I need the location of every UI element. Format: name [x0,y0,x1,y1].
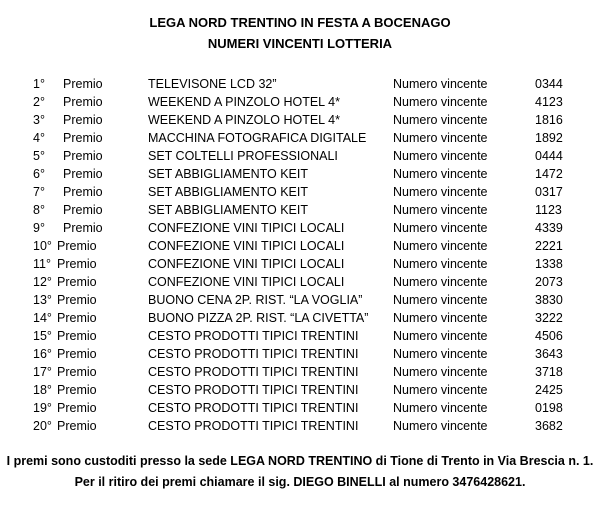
prize-row [0,363,600,381]
winning-number-label: Numero vincente [393,419,488,433]
winning-number-label: Numero vincente [393,347,488,361]
prize-rank: 1° [33,77,45,91]
prize-label: Premio [63,221,103,235]
winning-number-label: Numero vincente [393,113,488,127]
prize-rank: 12° [33,275,52,289]
winning-number-label: Numero vincente [393,401,488,415]
prize-row [0,93,600,111]
prize-name: CESTO PRODOTTI TIPICI TRENTINI [148,329,359,343]
prize-rank: 18° [33,383,52,397]
prize-rank: 4° [33,131,45,145]
winning-number-label: Numero vincente [393,167,488,181]
prize-row [0,291,600,309]
winning-number: 4339 [535,221,563,235]
prize-name: CESTO PRODOTTI TIPICI TRENTINI [148,401,359,415]
prize-rank: 16° [33,347,52,361]
winning-number: 1892 [535,131,563,145]
prize-row [0,237,600,255]
prize-rank: 5° [33,149,45,163]
prize-rank: 11° [33,257,51,271]
prize-name: SET ABBIGLIAMENTO KEIT [148,167,309,181]
prize-row [0,129,600,147]
prize-label: Premio [57,383,97,397]
winning-number-label: Numero vincente [393,203,488,217]
winning-number-label: Numero vincente [393,329,488,343]
prize-rank: 14° [33,311,52,325]
winning-number-label: Numero vincente [393,185,488,199]
prize-rank: 15° [33,329,52,343]
prize-row [0,309,600,327]
prize-row [0,183,600,201]
prize-rank: 2° [33,95,45,109]
prize-row [0,345,600,363]
prize-name: CESTO PRODOTTI TIPICI TRENTINI [148,347,359,361]
winning-number: 3718 [535,365,563,379]
prize-row [0,327,600,345]
prize-row [0,165,600,183]
prize-label: Premio [63,131,103,145]
prize-row [0,75,600,93]
winning-number-label: Numero vincente [393,131,488,145]
prize-label: Premio [63,113,103,127]
winning-number: 0444 [535,149,563,163]
winning-number: 3643 [535,347,563,361]
winning-number: 3830 [535,293,563,307]
prize-name: CESTO PRODOTTI TIPICI TRENTINI [148,383,359,397]
prize-name: SET ABBIGLIAMENTO KEIT [148,203,309,217]
prize-name: CONFEZIONE VINI TIPICI LOCALI [148,221,345,235]
prize-name: SET ABBIGLIAMENTO KEIT [148,185,309,199]
prize-label: Premio [63,95,103,109]
winning-number-label: Numero vincente [393,293,488,307]
winning-number: 1472 [535,167,563,181]
prize-name: CONFEZIONE VINI TIPICI LOCALI [148,257,345,271]
winning-number: 4123 [535,95,563,109]
winning-number: 0198 [535,401,563,415]
prize-row [0,111,600,129]
prize-label: Premio [57,275,97,289]
prize-label: Premio [57,311,97,325]
prize-rank: 6° [33,167,45,181]
prize-label: Premio [57,365,97,379]
prize-row [0,381,600,399]
winning-number-label: Numero vincente [393,383,488,397]
prize-list [0,75,600,435]
winning-number-label: Numero vincente [393,221,488,235]
winning-number: 2221 [535,239,563,253]
prize-label: Premio [63,167,103,181]
prize-rank: 20° [33,419,52,433]
prize-rank: 10° [33,239,52,253]
winning-number: 3682 [535,419,563,433]
prize-label: Premio [57,239,97,253]
winning-number: 3222 [535,311,563,325]
winning-number: 1338 [535,257,563,271]
prize-label: Premio [63,77,103,91]
prize-row [0,399,600,417]
footer-location-note: I premi sono custoditi presso la sede LEGA NORD TRENTINO di Tione di Trento in Via Brescia n. 1. [6,454,594,468]
prize-row [0,201,600,219]
winning-number-label: Numero vincente [393,275,488,289]
prize-name: CONFEZIONE VINI TIPICI LOCALI [148,275,345,289]
prize-rank: 3° [33,113,45,127]
prize-label: Premio [57,293,97,307]
prize-row [0,147,600,165]
winning-number: 4506 [535,329,563,343]
winning-number: 0317 [535,185,563,199]
winning-number: 0344 [535,77,563,91]
winning-number-label: Numero vincente [393,311,488,325]
prize-name: CONFEZIONE VINI TIPICI LOCALI [148,239,345,253]
prize-name: CESTO PRODOTTI TIPICI TRENTINI [148,419,359,433]
winning-number: 2073 [535,275,563,289]
prize-name: BUONO CENA 2P. RIST. “LA VOGLIA” [148,293,363,307]
prize-label: Premio [57,257,97,271]
prize-name: SET COLTELLI PROFESSIONALI [148,149,338,163]
winning-number-label: Numero vincente [393,95,488,109]
prize-name: WEEKEND A PINZOLO HOTEL 4* [148,95,340,109]
winning-number-label: Numero vincente [393,365,488,379]
page-subtitle: NUMERI VINCENTI LOTTERIA [207,36,393,51]
prize-name: BUONO PIZZA 2P. RIST. “LA CIVETTA” [148,311,369,325]
prize-label: Premio [63,185,103,199]
prize-label: Premio [63,149,103,163]
prize-label: Premio [57,347,97,361]
prize-rank: 17° [33,365,52,379]
prize-label: Premio [63,203,103,217]
prize-name: TELEVISONE LCD 32” [148,77,277,91]
prize-name: WEEKEND A PINZOLO HOTEL 4* [148,113,340,127]
prize-label: Premio [57,419,97,433]
prize-rank: 9° [33,221,45,235]
prize-row [0,417,600,435]
prize-rank: 19° [33,401,52,415]
page-title: LEGA NORD TRENTINO IN FESTA A BOCENAGO [149,15,451,30]
winning-number: 1123 [535,203,562,217]
footer-contact-note: Per il ritiro dei premi chiamare il sig. DIEGO BINELLI al numero 3476428621. [74,475,526,489]
winning-number-label: Numero vincente [393,239,488,253]
prize-label: Premio [57,401,97,415]
winning-number-label: Numero vincente [393,149,488,163]
prize-rank: 13° [33,293,52,307]
winning-number-label: Numero vincente [393,257,488,271]
prize-label: Premio [57,329,97,343]
prize-row [0,255,600,273]
prize-name: MACCHINA FOTOGRAFICA DIGITALE [148,131,367,145]
prize-row [0,273,600,291]
prize-rank: 8° [33,203,45,217]
winning-number: 2425 [535,383,563,397]
prize-rank: 7° [33,185,45,199]
winning-number: 1816 [535,113,563,127]
prize-row [0,219,600,237]
winning-number-label: Numero vincente [393,77,488,91]
prize-name: CESTO PRODOTTI TIPICI TRENTINI [148,365,359,379]
